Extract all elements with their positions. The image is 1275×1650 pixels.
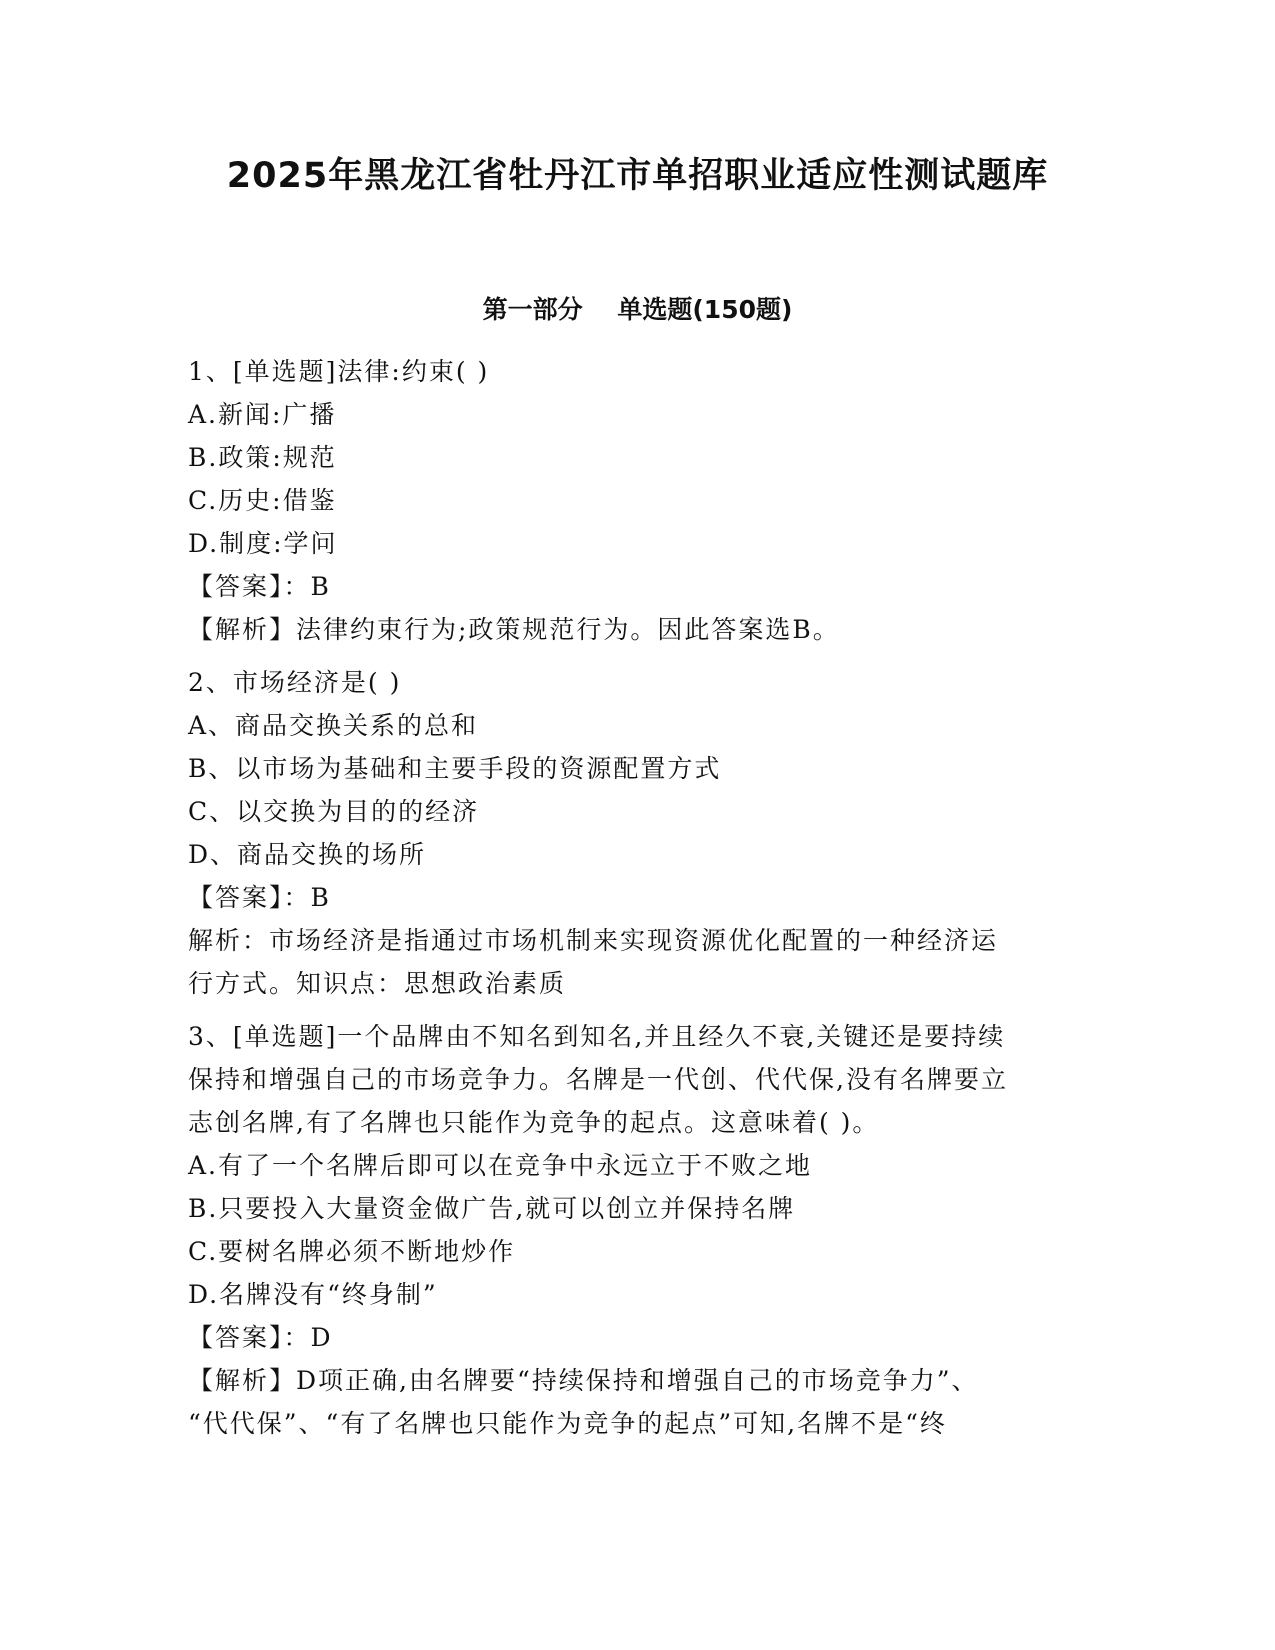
- option-c: C.历史:借鉴: [188, 486, 337, 515]
- question-stem-line: 志创名牌,有了名牌也只能作为竞争的起点。这意味着( )。: [188, 1108, 880, 1137]
- answer: 【答案】：B: [188, 883, 331, 912]
- option-b: B、以市场为基础和主要手段的资源配置方式: [188, 754, 722, 783]
- option-d: D、商品交换的场所: [188, 840, 427, 869]
- question-2: [188, 661, 1078, 1005]
- answer: 【答案】：B: [188, 572, 331, 601]
- section-title: 第一部分 单选题(150题): [482, 295, 793, 324]
- question-stem: 1、[单选题]法律:约束( ): [188, 357, 490, 386]
- question-stem-line: 保持和增强自己的市场竞争力。名牌是一代创、代代保,没有名牌要立: [188, 1065, 1008, 1094]
- option-b: B.只要投入大量资金做广告,就可以创立并保持名牌: [188, 1194, 796, 1223]
- option-c: C.要树名牌必须不断地炒作: [188, 1237, 516, 1266]
- question-3: [188, 1015, 1078, 1445]
- option-b: B.政策:规范: [188, 443, 337, 472]
- analysis-line: 【解析】法律约束行为;政策规范行为。因此答案选B。: [188, 615, 840, 644]
- answer: 【答案】：D: [188, 1323, 333, 1352]
- question-stem-line: 3、[单选题]一个品牌由不知名到知名,并且经久不衰,关键还是要持续: [188, 1022, 1006, 1051]
- question-1: [188, 350, 1078, 651]
- option-a: A.新闻:广播: [188, 400, 337, 429]
- analysis-line: 行方式。知识点：思想政治素质: [188, 969, 567, 998]
- option-d: D.名牌没有“终身制”: [188, 1280, 438, 1309]
- analysis-line: “代代保”、“有了名牌也只能作为竞争的起点”可知,名牌不是“终: [188, 1409, 947, 1438]
- analysis-line: 【解析】D项正确,由名牌要“持续保持和增强自己的市场竞争力”、: [188, 1366, 979, 1395]
- option-d: D.制度:学问: [188, 529, 338, 558]
- question-stem: 2、市场经济是( ): [188, 668, 402, 697]
- page-bottom-margin: [0, 1500, 1275, 1650]
- option-a: A、商品交换关系的总和: [188, 711, 479, 740]
- question-list: [188, 350, 1078, 1455]
- option-c: C、以交换为目的的经济: [188, 797, 480, 826]
- document-title: 2025年黑龙江省牡丹江市单招职业适应性测试题库: [226, 156, 1049, 196]
- option-a: A.有了一个名牌后即可以在竞争中永远立于不败之地: [188, 1151, 813, 1180]
- analysis-line: 解析：市场经济是指通过市场机制来实现资源优化配置的一种经济运: [188, 926, 999, 955]
